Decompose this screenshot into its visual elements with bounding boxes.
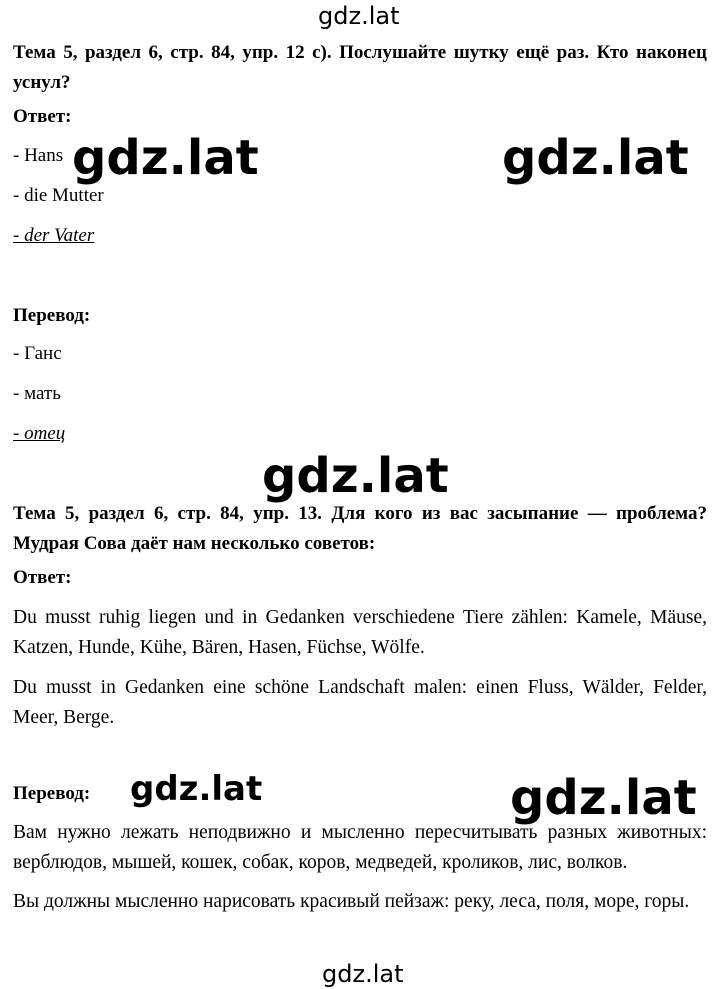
section1-translation-item-2: - мать bbox=[13, 383, 61, 404]
section1-answer-item-2: - die Mutter bbox=[13, 185, 104, 206]
section2-answer-label: Ответ: bbox=[13, 567, 72, 588]
section2-heading: Тема 5, раздел 6, стр. 84, упр. 13. Для кого из вас засыпание — проблема? Мудрая Сова даёт нам несколько советов: bbox=[13, 503, 707, 554]
watermark-bottom: gdz.lat bbox=[322, 960, 404, 988]
section1-translation-item-1: - Ганс bbox=[13, 343, 62, 364]
watermark-top: gdz.lat bbox=[318, 2, 400, 30]
watermark-large-center: gdz.lat bbox=[262, 448, 449, 504]
section2-answer-paragraph-1: Du musst ruhig liegen und in Gedanken verschiedene Tiere zählen: Kamele, Mäuse, Katzen, Hunde, Kühe, Bären, Hasen, Füchse, Wölfe. bbox=[13, 607, 707, 658]
section2-translation-label: Перевод: bbox=[13, 783, 91, 804]
watermark-large-right-2: gdz.lat bbox=[510, 770, 697, 826]
section2-translation-paragraph-2: Вы должны мысленно нарисовать красивый пейзаж: реку, леса, поля, море, горы. bbox=[13, 891, 690, 912]
section1-translation-item-3: - отец bbox=[13, 423, 66, 444]
watermark-large-left-1: gdz.lat bbox=[72, 130, 259, 186]
section2-translation-paragraph-1: Вам нужно лежать неподвижно и мысленно пересчитывать разных животных: верблюдов, мышей, кошек, собак, коров, медведей, кроликов, лис, волков. bbox=[13, 822, 707, 873]
watermark-large-right-1: gdz.lat bbox=[502, 130, 689, 186]
watermark-medium-left: gdz.lat bbox=[130, 769, 263, 809]
section2-answer-paragraph-2: Du musst in Gedanken eine schöne Landschaft malen: einen Fluss, Wälder, Felder, Meer, Berge. bbox=[13, 677, 707, 728]
section1-answer-item-3: - der Vater bbox=[13, 225, 95, 246]
section1-translation-label: Перевод: bbox=[13, 305, 91, 326]
section1-answer-item-1: - Hans bbox=[13, 145, 64, 166]
section1-answer-label: Ответ: bbox=[13, 106, 72, 127]
section1-heading: Тема 5, раздел 6, стр. 84, упр. 12 с). Послушайте шутку ещё раз. Кто наконец уснул? bbox=[13, 42, 707, 93]
